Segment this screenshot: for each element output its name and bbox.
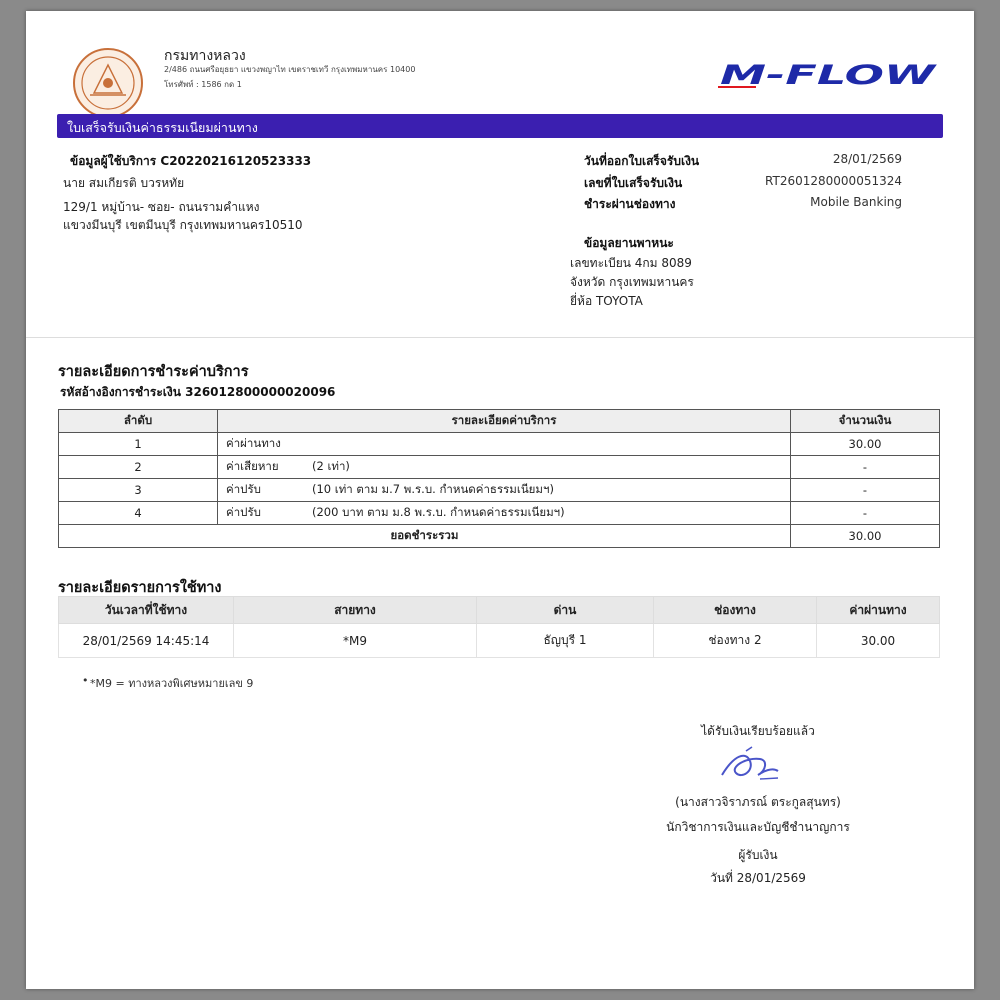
row-detail — [218, 433, 791, 456]
receipt-no-value: RT2601280000051324 — [765, 174, 902, 188]
row-no: 3 — [59, 479, 218, 502]
section-divider — [26, 337, 974, 338]
col-detail: รายละเอียดค่าบริการ — [218, 410, 791, 433]
usage-toll: ธัญบุรี 1 — [477, 624, 654, 658]
vehicle-brand: ยี่ห้อ TOYOTA — [570, 294, 643, 308]
vehicle-plate: เลขทะเบียน 4กม 8089 — [570, 256, 692, 270]
col-route: สายทาง — [234, 597, 477, 624]
vehicle-title: ข้อมูลยานพาหนะ — [584, 236, 674, 250]
customer-id: ข้อมูลผู้ใช้บริการ C20220216120523333 — [70, 154, 312, 168]
customer-name: นาย สมเกียรติ บวรหทัย — [63, 176, 185, 190]
signature-icon — [716, 745, 786, 785]
row-detail — [218, 479, 791, 502]
total-label: ยอดชำระรวม — [59, 525, 791, 548]
payment-channel-value: Mobile Banking — [810, 195, 902, 209]
usage-section-title: รายละเอียดรายการใช้ทาง — [58, 580, 222, 596]
row-detail — [218, 456, 791, 479]
row-detail — [218, 502, 791, 525]
row-detail-text: (2 เท่า) — [312, 459, 350, 473]
row-item: ค่าเสียหาย — [226, 459, 279, 473]
mflow-logo — [716, 61, 941, 89]
payment-channel-label: ชำระผ่านช่องทาง — [584, 197, 676, 211]
table-row — [59, 502, 940, 525]
receipt-title: ใบเสร็จรับเงินค่าธรรมเนียมผ่านทาง — [67, 120, 258, 135]
usage-lane: ช่องทาง 2 — [654, 624, 817, 658]
usage-table-header — [59, 597, 940, 624]
row-amount: 30.00 — [791, 433, 940, 456]
row-amount: - — [791, 456, 940, 479]
table-row — [59, 456, 940, 479]
total-value: 30.00 — [791, 525, 940, 548]
col-no: ลำดับ — [59, 410, 218, 433]
payment-section-title: รายละเอียดการชำระค่าบริการ — [58, 364, 249, 380]
row-item: ค่าปรับ — [226, 505, 261, 519]
col-fee: ค่าผ่านทาง — [817, 597, 940, 624]
customer-address-1: 129/1 หมู่บ้าน- ซอย- ถนนรามคำแหง — [63, 200, 260, 214]
logo-text: M-FLOW — [720, 61, 938, 89]
receiver-name: (นางสาวจิราภรณ์ ตระกูลสุนทร) — [675, 795, 841, 809]
receipt-no-label: เลขที่ใบเสร็จรับเงิน — [584, 176, 683, 190]
table-row — [59, 479, 940, 502]
usage-table — [58, 596, 940, 658]
row-detail-text: (200 บาท ตาม ม.8 พ.ร.บ. กำหนดค่าธรรมเนียมฯ) — [312, 505, 565, 519]
receiver-role: ผู้รับเงิน — [738, 848, 778, 862]
col-lane: ช่องทาง — [654, 597, 817, 624]
row-detail-text: (10 เท่า ตาม ม.7 พ.ร.บ. กำหนดค่าธรรมเนียมฯ) — [312, 482, 554, 496]
col-toll: ด่าน — [477, 597, 654, 624]
row-no: 4 — [59, 502, 218, 525]
vehicle-province: จังหวัด กรุงเทพมหานคร — [570, 275, 694, 289]
org-name: กรมทางหลวง — [164, 48, 246, 64]
customer-address-2: แขวงมีนบุรี เขตมีนบุรี กรุงเทพมหานคร10510 — [63, 218, 303, 232]
row-amount: - — [791, 502, 940, 525]
route-note-text: *M9 = ทางหลวงพิเศษหมายเลข 9 — [90, 677, 254, 690]
table-row — [59, 433, 940, 456]
receipt-page — [26, 11, 974, 989]
usage-datetime: 28/01/2569 14:45:14 — [59, 624, 234, 658]
route-note — [82, 674, 254, 692]
row-item: ค่าปรับ — [226, 482, 261, 496]
receipt-date-label: วันที่ออกใบเสร็จรับเงิน — [584, 154, 700, 168]
row-item: ค่าผ่านทาง — [226, 436, 281, 450]
col-amount: จำนวนเงิน — [791, 410, 940, 433]
org-phone: โทรศัพท์ : 1586 กด 1 — [164, 80, 242, 89]
bullet-icon: • — [82, 674, 89, 687]
received-text: ได้รับเงินเรียบร้อยแล้ว — [701, 724, 815, 738]
table-row — [59, 624, 940, 658]
row-no: 1 — [59, 433, 218, 456]
receipt-title-banner — [57, 114, 943, 138]
usage-fee: 30.00 — [817, 624, 940, 658]
payment-reference: รหัสอ้างอิงการชำระเงิน 326012800000020096 — [60, 385, 336, 399]
total-row — [59, 525, 940, 548]
usage-route: *M9 — [234, 624, 477, 658]
payment-table — [58, 409, 940, 548]
department-seal-icon — [72, 47, 144, 119]
receipt-signed-date: วันที่ 28/01/2569 — [710, 871, 806, 885]
receiver-position: นักวิชาการเงินและบัญชีชำนาญการ — [666, 820, 850, 834]
receipt-date-value: 28/01/2569 — [832, 152, 902, 166]
payment-table-header — [59, 410, 940, 433]
col-datetime: วันเวลาที่ใช้ทาง — [59, 597, 234, 624]
row-no: 2 — [59, 456, 218, 479]
row-amount: - — [791, 479, 940, 502]
org-address: 2/486 ถนนศรีอยุธยา แขวงพญาไท เขตราชเทวี กรุงเทพมหานคร 10400 — [164, 65, 416, 74]
